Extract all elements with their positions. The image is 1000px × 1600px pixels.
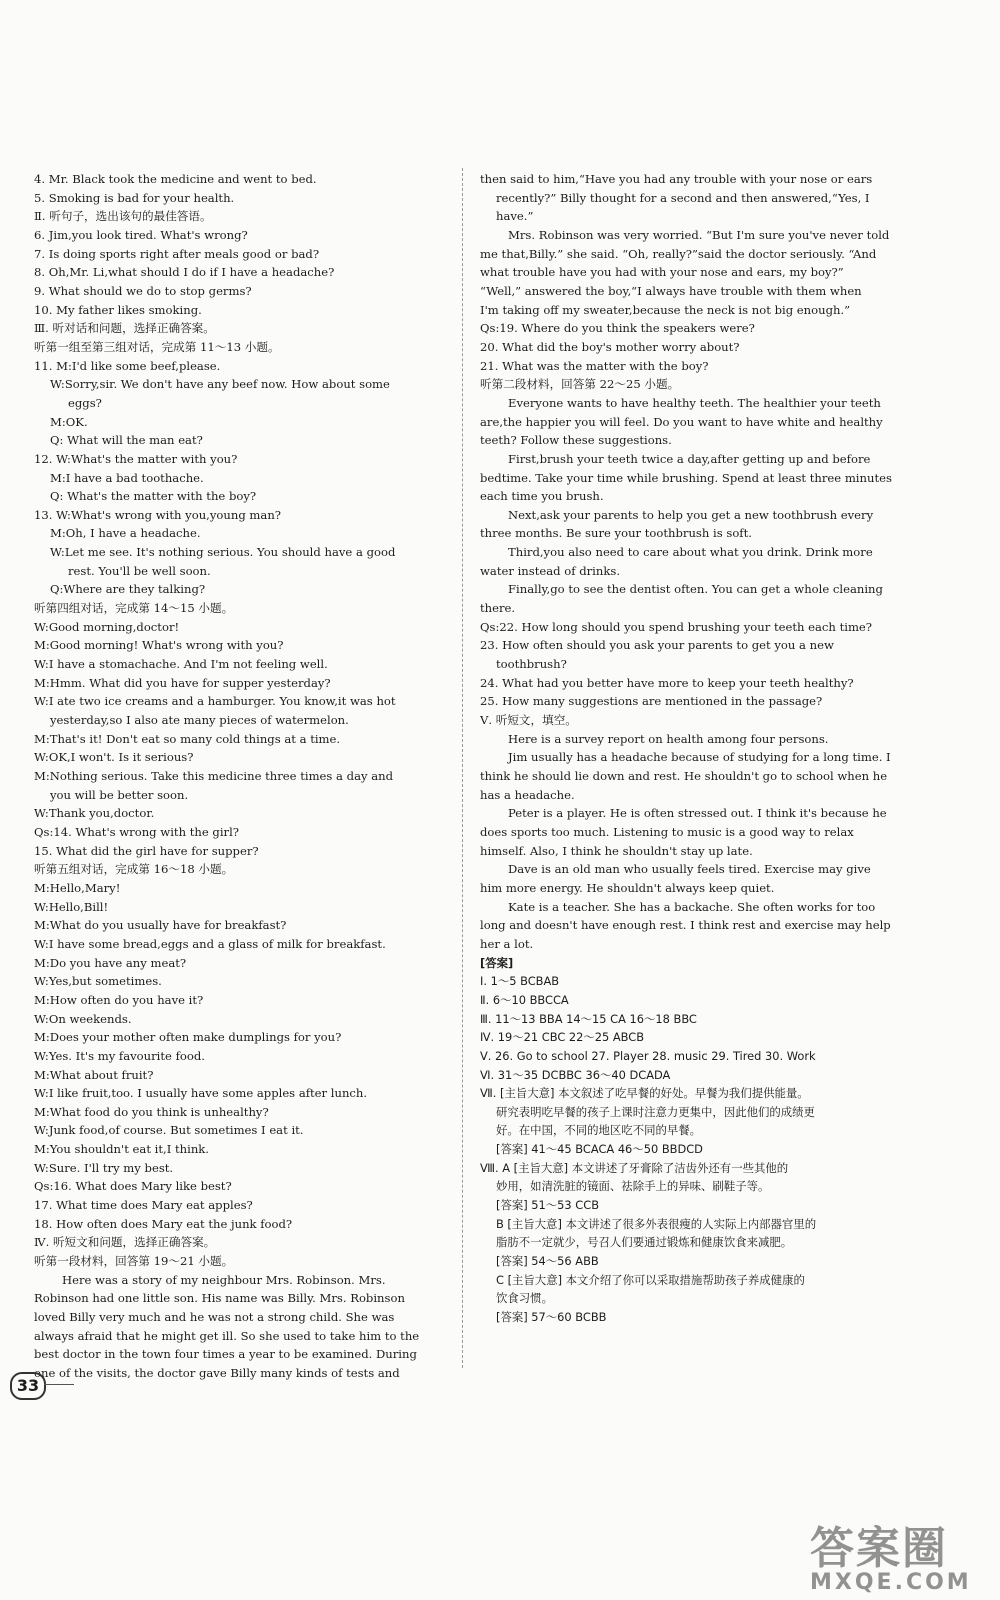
text-line: Finally,go to see the dentist often. You can get a whole cleaning: [508, 582, 883, 597]
text-line: think he should lie down and rest. He shouldn't go to school when he: [480, 769, 888, 783]
page-number-badge: 33: [10, 1372, 46, 1400]
text-line: Peter is a player. He is often stressed out. I think it's because he: [508, 806, 887, 821]
text-line: yesterday,so I also ate many pieces of watermelon.: [50, 713, 349, 728]
text-line: recently?” Billy thought for a second and then answered,“Yes, I: [496, 190, 870, 205]
text-line: Ⅳ. 听短文和问题，选择正确答案。: [34, 1235, 216, 1250]
text-line: have.”: [496, 209, 534, 224]
left-column: [34, 170, 454, 1383]
text-line: W:Yes,but sometimes.: [34, 974, 162, 989]
answer-key: [480, 954, 906, 1327]
text-line: Dave is an old man who usually feels tired. Exercise may give: [508, 862, 871, 877]
answer-line: 妙用，如清洗脏的镜面、祛除手上的异味、刷鞋子等。: [496, 1179, 770, 1194]
text-line: W:I like fruit,too. I usually have some apples after lunch.: [34, 1086, 368, 1101]
text-line: 20. What did the boy's mother worry about?: [480, 339, 740, 354]
text-line: M:Do you have any meat?: [34, 955, 187, 970]
text-line: W:Thank you,doctor.: [34, 806, 155, 821]
text-line: has a headache.: [480, 787, 575, 802]
text-line: are,the happier you will feel. Do you want to have white and healthy: [480, 414, 883, 429]
text-line: 17. What time does Mary eat apples?: [34, 1198, 253, 1213]
text-line: one of the visits, the doctor gave Billy many kinds of tests and: [34, 1366, 400, 1380]
page-number-rule: [44, 1384, 74, 1385]
text-line: long and doesn't have enough rest. I think rest and exercise may help: [480, 918, 891, 933]
text-line: “Well,” answered the boy,“I always have trouble with them when: [480, 283, 862, 298]
text-line: M:What about fruit?: [34, 1067, 154, 1082]
text-line: M:That's it! Don't eat so many cold things at a time.: [34, 731, 341, 746]
answer-line: Ⅵ. 31～35 DCBBC 36～40 DCADA: [480, 1067, 671, 1082]
text-line: then said to him,“Have you had any trouble with your nose or ears: [480, 172, 873, 186]
answer-line: 研究表明吃早餐的孩子上课时注意力更集中，因此他们的成绩更: [496, 1104, 815, 1119]
answer-line: Ⅴ. 26. Go to school 27. Player 28. music 29. Tired 30. Work: [480, 1048, 816, 1063]
answer-line: C [主旨大意] 本文介绍了你可以采取措施帮助孩子养成健康的: [496, 1272, 805, 1287]
text-line: M:What food do you think is unhealthy?: [34, 1104, 269, 1119]
text-line: 听第一组至第三组对话，完成第 11～13 小题。: [34, 339, 280, 354]
answer-line: 脂肪不一定就少，号召人们要通过锻炼和健康饮食来减肥。: [496, 1235, 793, 1250]
text-line: Ⅴ. 听短文，填空。: [480, 713, 577, 728]
text-line: W:I have some bread,eggs and a glass of milk for breakfast.: [34, 936, 386, 951]
text-line: loved Billy very much and he was not a strong child. She was: [34, 1310, 395, 1325]
text-line: water instead of drinks.: [480, 563, 621, 578]
text-line: each time you brush.: [480, 489, 604, 504]
text-line: M:How often do you have it?: [34, 992, 204, 1007]
text-line: Q:Where are they talking?: [50, 582, 206, 597]
text-line: him more energy. He shouldn't always keep quiet.: [480, 880, 775, 895]
text-line: 听第四组对话，完成第 14～15 小题。: [34, 601, 234, 616]
answer-line: Ⅰ. 1～5 BCBAB: [480, 974, 560, 989]
answer-line: Ⅷ. A [主旨大意] 本文讲述了牙膏除了洁齿外还有一些其他的: [480, 1160, 789, 1175]
text-line: 10. My father likes smoking.: [34, 302, 202, 317]
answer-line: [答案] 54～56 ABB: [496, 1254, 599, 1269]
answer-line: 好。在中国，不同的地区吃不同的早餐。: [496, 1123, 702, 1138]
text-line: W:I have a stomachache. And I'm not feeling well.: [34, 657, 328, 672]
watermark-url: MXQE.COM: [810, 1570, 972, 1595]
text-line: Qs:19. Where do you think the speakers were?: [480, 321, 755, 336]
text-line: does sports too much. Listening to music is a good way to relax: [480, 824, 854, 839]
text-line: what trouble have you had with your nose and ears, my boy?”: [480, 265, 844, 280]
answer-line: [答案]: [480, 955, 514, 970]
text-line: Next,ask your parents to help you get a new toothbrush every: [508, 507, 874, 522]
text-line: teeth? Follow these suggestions.: [480, 433, 672, 448]
text-line: Q: What will the man eat?: [50, 433, 203, 448]
right-column-text: [480, 170, 906, 954]
text-line: First,brush your teeth twice a day,after getting up and before: [508, 451, 871, 466]
text-line: 听第二段材料，回答第 22～25 小题。: [480, 377, 680, 392]
text-line: me that,Billy.” she said. “Oh, really?”said the doctor seriously. “And: [480, 246, 877, 261]
text-line: M:Hello,Mary!: [34, 880, 121, 895]
answer-line: Ⅶ. [主旨大意] 本文叙述了吃早餐的好处。早餐为我们提供能量。: [480, 1086, 809, 1101]
text-line: Jim usually has a headache because of studying for a long time. I: [508, 750, 891, 765]
text-line: always afraid that he might get ill. So she used to take him to the: [34, 1328, 420, 1343]
text-line: M:Hmm. What did you have for supper yesterday?: [34, 675, 331, 690]
right-column: [480, 170, 906, 1327]
text-line: 8. Oh,Mr. Li,what should I do if I have a headache?: [34, 265, 335, 280]
text-line: rest. You'll be well soon.: [68, 563, 211, 578]
text-line: 听第五组对话，完成第 16～18 小题。: [34, 862, 234, 877]
text-line: M:Nothing serious. Take this medicine three times a day and: [34, 769, 394, 783]
text-line: M:Good morning! What's wrong with you?: [34, 638, 284, 653]
text-line: 15. What did the girl have for supper?: [34, 843, 259, 858]
text-line: Kate is a teacher. She has a backache. She often works for too: [508, 899, 876, 914]
text-line: you will be better soon.: [50, 787, 189, 802]
text-line: three months. Be sure your toothbrush is soft.: [480, 526, 752, 541]
text-line: Qs:16. What does Mary like best?: [34, 1179, 232, 1194]
text-line: eggs?: [68, 395, 102, 410]
text-line: Q: What's the matter with the boy?: [50, 489, 257, 504]
column-divider: [462, 168, 463, 1368]
text-line: Robinson had one little son. His name was Billy. Mrs. Robinson: [34, 1291, 405, 1306]
text-line: 12. W:What's the matter with you?: [34, 451, 238, 466]
text-line: 21. What was the matter with the boy?: [480, 358, 709, 373]
text-line: her a lot.: [480, 936, 534, 951]
answer-line: Ⅳ. 19～21 CBC 22～25 ABCB: [480, 1030, 645, 1045]
text-line: 24. What had you better have more to keep your teeth healthy?: [480, 675, 854, 690]
answer-line: [答案] 51～53 CCB: [496, 1198, 600, 1213]
text-line: Here is a survey report on health among four persons.: [508, 731, 829, 746]
text-line: Here was a story of my neighbour Mrs. Robinson. Mrs.: [62, 1272, 386, 1287]
answer-line: Ⅱ. 6～10 BBCCA: [480, 992, 569, 1007]
text-line: W:On weekends.: [34, 1011, 132, 1026]
answer-line: B [主旨大意] 本文讲述了很多外表很瘦的人实际上内部器官里的: [496, 1216, 817, 1231]
text-line: I'm taking off my sweater,because the neck is not big enough.”: [480, 302, 851, 317]
text-line: W:Sure. I'll try my best.: [34, 1160, 174, 1175]
text-line: W:Let me see. It's nothing serious. You should have a good: [50, 545, 396, 560]
watermark-logo-text: 答案圈: [810, 1523, 948, 1574]
text-line: 7. Is doing sports right after meals good or bad?: [34, 246, 320, 261]
site-watermark: [810, 1512, 990, 1595]
text-line: Third,you also need to care about what you drink. Drink more: [508, 545, 873, 560]
answer-line: Ⅲ. 11～13 BBA 14～15 CA 16～18 BBC: [480, 1011, 697, 1026]
text-line: Ⅱ. 听句子，选出该句的最佳答语。: [34, 209, 212, 224]
text-line: Everyone wants to have healthy teeth. The healthier your teeth: [508, 395, 881, 410]
text-line: W:I ate two ice creams and a hamburger. You know,it was hot: [34, 694, 396, 709]
text-line: W:Yes. It's my favourite food.: [34, 1048, 205, 1063]
text-line: 25. How many suggestions are mentioned in the passage?: [480, 694, 823, 709]
text-line: W:Junk food,of course. But sometimes I eat it.: [34, 1123, 304, 1138]
text-line: W:OK,I won't. Is it serious?: [34, 750, 194, 765]
text-line: W:Good morning,doctor!: [34, 619, 180, 634]
text-line: toothbrush?: [496, 657, 567, 672]
text-line: 听第一段材料，回答第 19～21 小题。: [34, 1254, 234, 1269]
text-line: 18. How often does Mary eat the junk food?: [34, 1216, 293, 1231]
answer-line: [答案] 41～45 BCACA 46～50 BBDCD: [496, 1142, 703, 1157]
text-line: M:What do you usually have for breakfast?: [34, 918, 287, 933]
text-line: Qs:14. What's wrong with the girl?: [34, 824, 239, 839]
text-line: 5. Smoking is bad for your health.: [34, 190, 235, 205]
text-line: M:You shouldn't eat it,I think.: [34, 1142, 209, 1157]
text-line: bedtime. Take your time while brushing. Spend at least three minutes: [480, 470, 892, 485]
text-line: Qs:22. How long should you spend brushing your teeth each time?: [480, 619, 873, 634]
text-line: there.: [480, 601, 516, 616]
text-line: 13. W:What's wrong with you,young man?: [34, 507, 282, 522]
text-line: W:Hello,Bill!: [34, 899, 109, 914]
text-line: M:OK.: [50, 414, 88, 429]
text-line: 11. M:I'd like some beef,please.: [34, 358, 221, 373]
text-line: Ⅲ. 听对话和问题，选择正确答案。: [34, 321, 215, 336]
text-line: 4. Mr. Black took the medicine and went to bed.: [34, 172, 317, 186]
answer-line: 饮食习惯。: [496, 1291, 553, 1306]
text-line: M:I have a bad toothache.: [50, 470, 204, 485]
answer-line: [答案] 57～60 BCBB: [496, 1310, 607, 1325]
text-line: 23. How often should you ask your parents to get you a new: [480, 638, 834, 653]
text-line: M:Oh, I have a headache.: [50, 526, 201, 541]
text-line: 9. What should we do to stop germs?: [34, 283, 252, 298]
text-line: best doctor in the town four times a year to be examined. During: [34, 1347, 417, 1362]
text-line: 6. Jim,you look tired. What's wrong?: [34, 227, 248, 242]
text-line: M:Does your mother often make dumplings for you?: [34, 1030, 342, 1045]
text-line: himself. Also, I think he shouldn't stay up late.: [480, 843, 753, 858]
text-line: W:Sorry,sir. We don't have any beef now. How about some: [50, 377, 390, 392]
text-line: Mrs. Robinson was very worried. “But I'm sure you've never told: [508, 227, 890, 242]
